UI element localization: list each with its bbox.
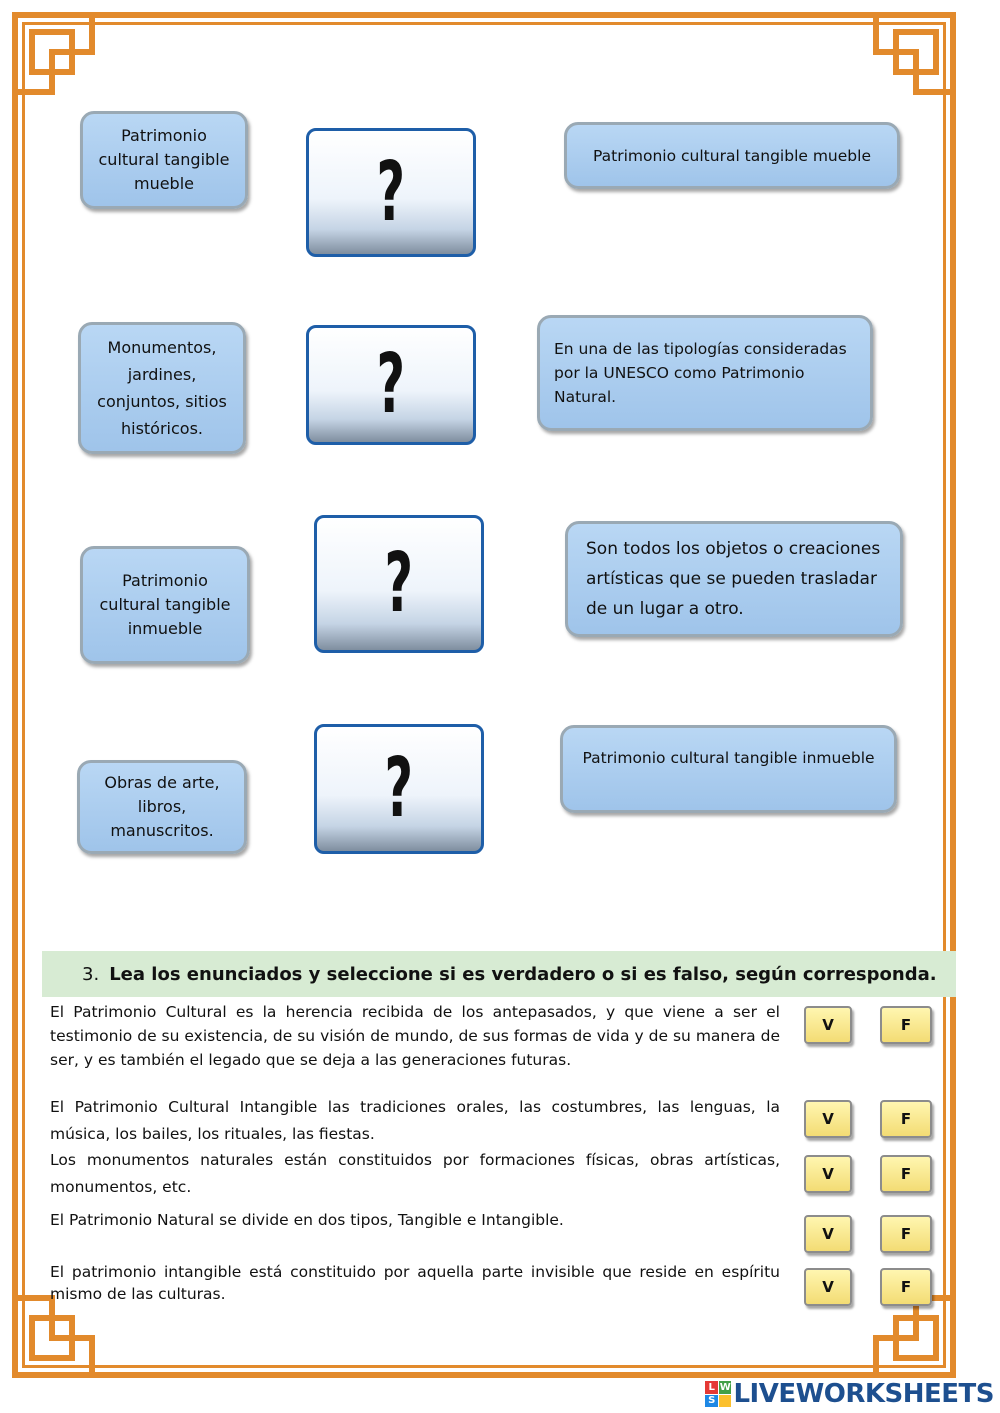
right-item-3[interactable]: [565, 521, 903, 637]
false-button-2[interactable]: F: [880, 1100, 932, 1138]
false-button-3[interactable]: F: [880, 1155, 932, 1193]
statement-5: El patrimonio intangible está constituido por aquella parte invisible que reside en espíritu mismo de las culturas.: [50, 1263, 780, 1303]
right-item-1-text: Patrimonio cultural tangible mueble: [593, 146, 871, 165]
right-item-2[interactable]: [537, 315, 873, 431]
right-item-3-text: Son todos los objetos o creaciones artísticas que se pueden trasladar de un lugar a otro.: [586, 539, 881, 619]
right-item-2-text: En una de las tipologías consideradas por la UNESCO como Patrimonio Natural.: [554, 340, 847, 406]
left-item-2[interactable]: [78, 322, 246, 454]
left-item-1-text: Patrimonio cultural tangible mueble: [98, 126, 230, 193]
false-button-1[interactable]: F: [880, 1006, 932, 1044]
statement-3: Los monumentos naturales están constituidos por formaciones físicas, obras artísticas, monumentos, etc.: [50, 1151, 780, 1196]
statement-2: El Patrimonio Cultural Intangible las tradiciones orales, las costumbres, las lenguas, la música, los bailes, los rituales, las fiestas.: [50, 1098, 780, 1143]
logo-text: LIVEWORKSHEETS: [733, 1379, 994, 1409]
statement-4: El Patrimonio Natural se divide en dos tipos, Tangible e Intangible.: [50, 1211, 564, 1229]
right-item-4[interactable]: [560, 725, 897, 813]
question-mark-icon: ?: [384, 741, 414, 836]
answer-slot-3[interactable]: [314, 515, 484, 653]
answer-slot-2[interactable]: [306, 325, 476, 445]
answer-slot-4[interactable]: [314, 724, 484, 854]
liveworksheets-logo: [705, 1379, 994, 1409]
left-item-4[interactable]: [77, 760, 247, 854]
section-3-header: [42, 951, 956, 997]
true-button-5[interactable]: V: [804, 1268, 852, 1306]
true-button-2[interactable]: V: [804, 1100, 852, 1138]
left-item-1[interactable]: [80, 111, 248, 209]
true-button-3[interactable]: V: [804, 1155, 852, 1193]
false-button-5[interactable]: F: [880, 1268, 932, 1306]
logo-icon: L W S: [705, 1381, 731, 1407]
right-item-1[interactable]: [564, 122, 900, 189]
statement-1: El Patrimonio Cultural es la herencia recibida de los antepasados, y que viene a ser el testimonio de su existencia, de su visión de mundo, de sus formas de vida y de su manera de ser, y es también el legado que se deja a las generaciones futuras.: [50, 1003, 780, 1069]
answer-slot-1[interactable]: [306, 128, 476, 257]
left-item-3-text: Patrimonio cultural tangible inmueble: [99, 571, 231, 638]
question-mark-icon: ?: [384, 536, 414, 631]
question-mark-icon: ?: [376, 144, 406, 240]
false-button-4[interactable]: F: [880, 1215, 932, 1253]
right-item-4-text: Patrimonio cultural tangible inmueble: [582, 749, 875, 767]
left-item-3[interactable]: [80, 546, 250, 664]
section-3-title: Lea los enunciados y seleccione si es verdadero o si es falso, según corresponda.: [109, 963, 937, 985]
left-item-2-text: Monumentos, jardines, conjuntos, sitios históricos.: [97, 338, 227, 438]
true-button-1[interactable]: V: [804, 1006, 852, 1044]
corner-ornament-top-right: [846, 12, 956, 122]
left-item-4-text: Obras de arte, libros, manuscritos.: [104, 773, 220, 840]
section-3-number: 3.: [82, 963, 100, 985]
corner-ornament-top-left: [12, 12, 122, 122]
true-button-4[interactable]: V: [804, 1215, 852, 1253]
question-mark-icon: ?: [376, 337, 406, 432]
